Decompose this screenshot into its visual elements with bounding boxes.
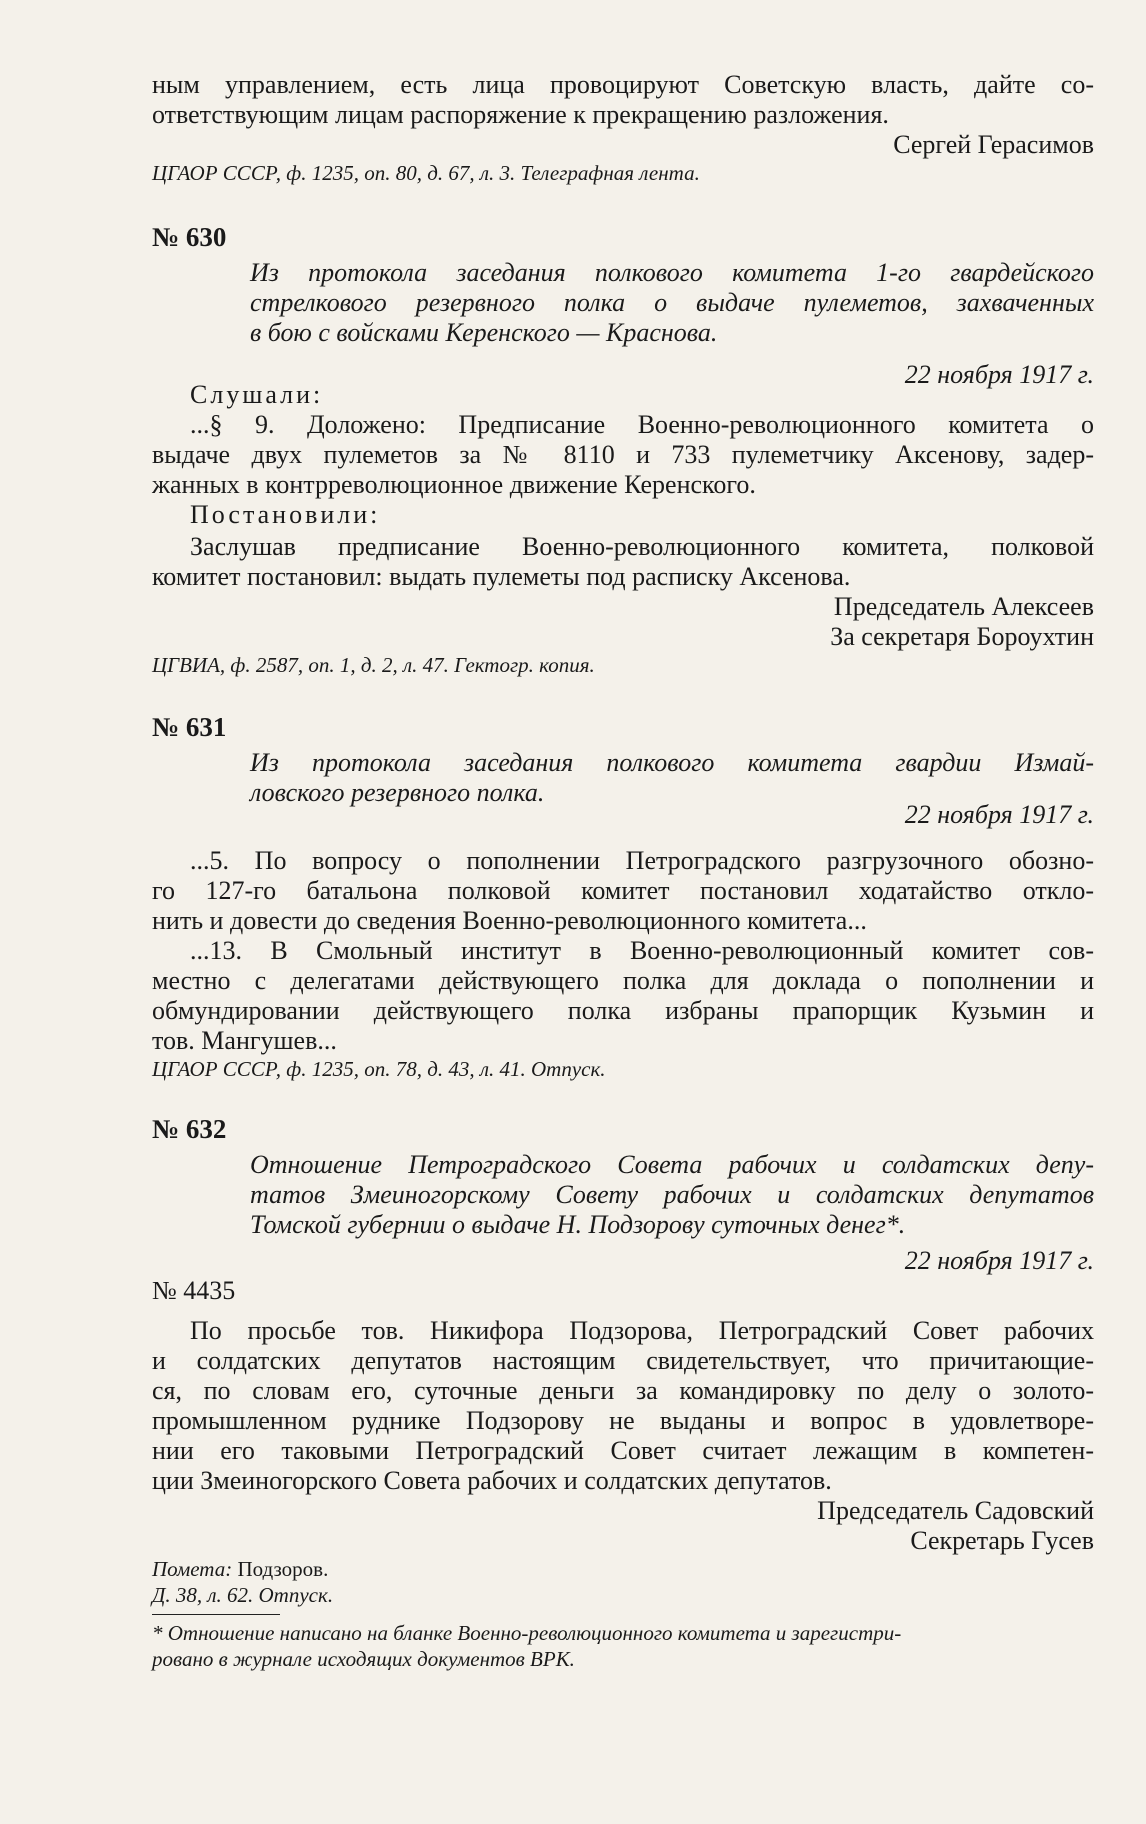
text-line: нить и довести до сведения Военно-революционного комитета... [152, 906, 867, 935]
text-line: комитет постановил: выдать пулеметы под расписку Аксенова. [152, 562, 851, 591]
document-title-line: Из протокола заседания полкового комитета гвардии Измай- [250, 748, 1094, 777]
document-title-line: Томской губернии о выдаче Н. Подзорову суточных денег*. [250, 1210, 906, 1239]
document-title-line: ловского резервного полка. [250, 778, 545, 807]
signature: За секретаря Бороухтин [830, 622, 1094, 651]
footnote-line: ровано в журнале исходящих документов ВРК. [152, 1647, 575, 1671]
text-line: ...13. В Смольный институт в Военно-революционный комитет сов- [190, 936, 1094, 965]
text-line: выдаче двух пулеметов за № 8110 и 733 пулеметчику Аксенову, задер- [152, 440, 1094, 469]
signature: Председатель Алексеев [833, 592, 1094, 621]
text-line: обмундировании действующего полка избраны прапорщик Кузьмин и [152, 996, 1094, 1025]
text-line: ...§ 9. Доложено: Предписание Военно-революционного комитета о [190, 410, 1094, 439]
archive-source: Д. 38, л. 62. Отпуск. [152, 1583, 334, 1607]
outgoing-number: № 4435 [152, 1276, 236, 1305]
document-title-line: в бою с войсками Керенского — Краснова. [250, 318, 718, 347]
section-heading: Постановили: [190, 500, 381, 529]
text-line: Заслушав предписание Военно-революционного комитета, полковой [190, 532, 1094, 561]
document-date: 22 ноября 1917 г. [904, 360, 1094, 389]
text-line: ся, по словам его, суточные деньги за командировку по делу о золото- [152, 1376, 1094, 1405]
text-line: местно с делегатами действующего полка для доклада о пополнении и [152, 966, 1094, 995]
document-title-line: Из протокола заседания полкового комитета 1-го гвардейского [250, 258, 1094, 287]
text-line: ...5. По вопросу о пополнении Петроградского разгрузочного обозно- [190, 846, 1094, 875]
text-line: ным управлением, есть лица провоцируют Советскую власть, дайте со- [152, 70, 1094, 99]
text-line: ции Змеиногорского Совета рабочих и солдатских депутатов. [152, 1466, 832, 1495]
document-number: № 632 [152, 1114, 227, 1144]
document-title-line: татов Змеиногорскому Совету рабочих и солдатских депутатов [250, 1180, 1094, 1209]
text-line: По просьбе тов. Никифора Подзорова, Петроградский Совет рабочих [190, 1316, 1094, 1345]
text-line: промышленном руднике Подзорову не выданы и вопрос в удовлетворе- [152, 1406, 1094, 1435]
note-value: Подзоров. [237, 1557, 329, 1581]
text-line: ответствующим лицам распоряжение к прекращению разложения. [152, 100, 889, 129]
archive-source: ЦГАОР СССР, ф. 1235, оп. 80, д. 67, л. 3. Телеграфная лента. [152, 161, 700, 185]
footnote-line: * Отношение написано на бланке Военно-революционного комитета и зарегистри- [152, 1621, 902, 1645]
section-heading: Слушали: [190, 380, 324, 409]
note [152, 1556, 1094, 1582]
document-number: № 631 [152, 712, 227, 742]
document-date: 22 ноября 1917 г. [904, 800, 1094, 829]
document-number: № 630 [152, 222, 227, 252]
document-title-line: Отношение Петроградского Совета рабочих и солдатских депу- [250, 1150, 1094, 1179]
text-line: нии его таковыми Петроградский Совет считает лежащим в компетен- [152, 1436, 1094, 1465]
document-date: 22 ноября 1917 г. [904, 1246, 1094, 1275]
archive-source: ЦГАОР СССР, ф. 1235, оп. 78, д. 43, л. 41. Отпуск. [152, 1057, 606, 1081]
text-line: и солдатских депутатов настоящим свидетельствует, что причитающие- [152, 1346, 1094, 1375]
document-title-line: стрелкового резервного полка о выдаче пулеметов, захваченных [250, 288, 1094, 317]
text-line: тов. Мангушев... [152, 1026, 337, 1055]
text-line: го 127-го батальона полковой комитет постановил ходатайство откло- [152, 876, 1094, 905]
signature: Председатель Садовский [817, 1496, 1094, 1525]
archive-source: ЦГВИА, ф. 2587, оп. 1, д. 2, л. 47. Гектогр. копия. [152, 653, 595, 677]
signature: Секретарь Гусев [910, 1526, 1094, 1555]
note-label: Помета: [152, 1557, 233, 1581]
footnote-rule [152, 1614, 280, 1615]
signature: Сергей Герасимов [893, 130, 1094, 159]
text-line: жанных в контрреволюционное движение Керенского. [152, 470, 756, 499]
